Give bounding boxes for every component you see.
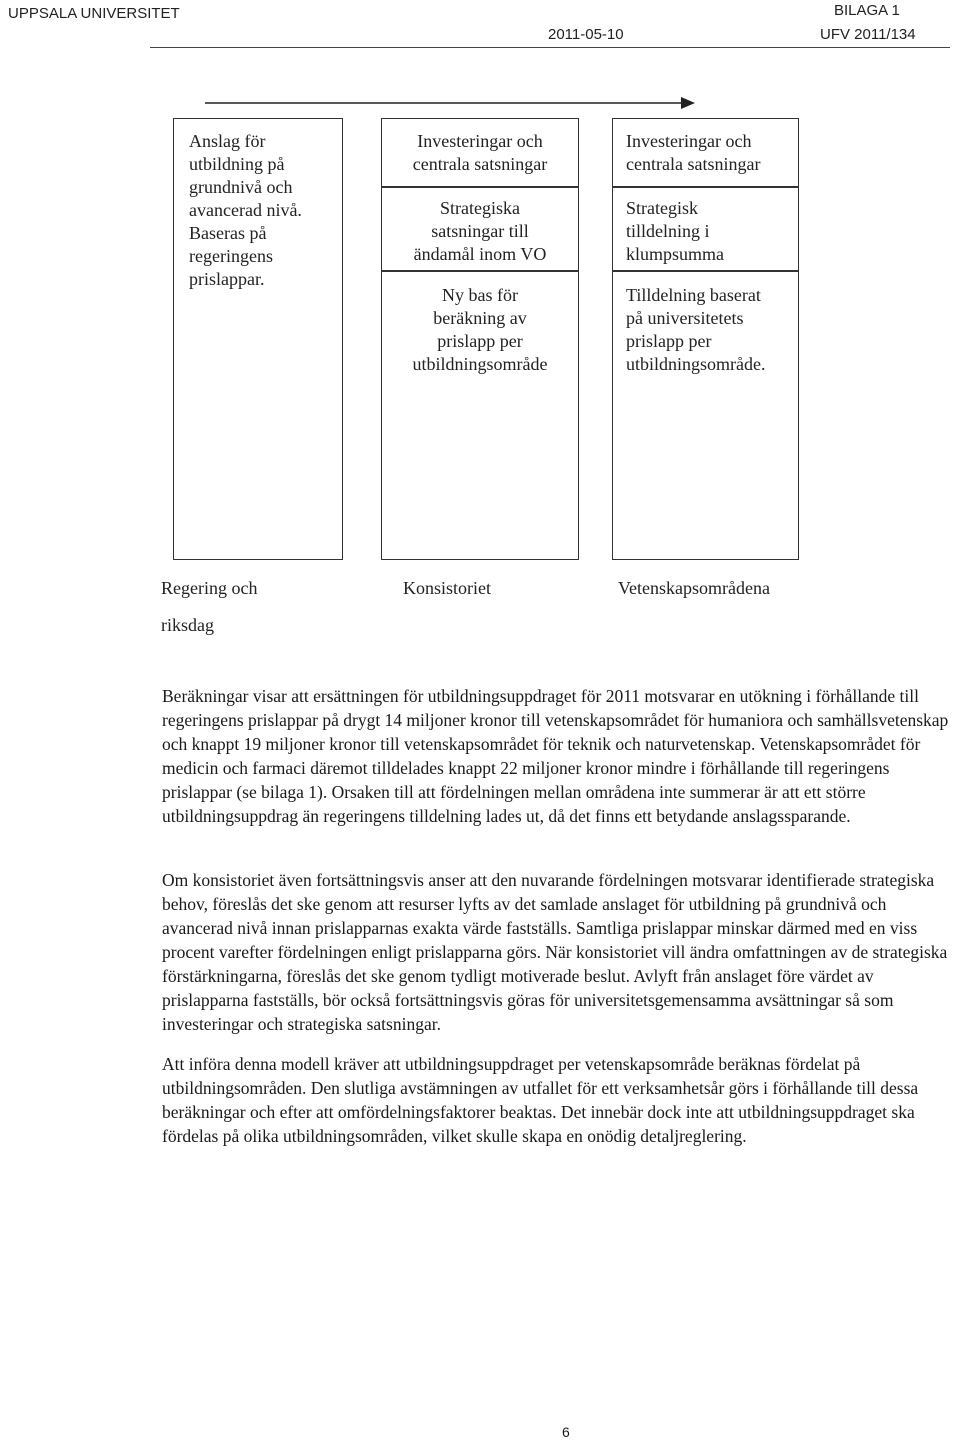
label-consistory: Konsistoriet <box>403 578 491 598</box>
science-section-investments: Investeringar och centrala satsningar <box>626 131 761 174</box>
label-government-line1: Regering och <box>161 578 258 598</box>
consistory-divider-2 <box>381 270 579 272</box>
label-government-line2: riksdag <box>161 615 214 635</box>
science-divider-1 <box>612 186 799 188</box>
university-name: UPPSALA UNIVERSITET <box>8 5 180 22</box>
consistory-section-strategic: Strategiska satsningar till ändamål inom VO <box>413 198 547 264</box>
consistory-section-investments: Investeringar och centrala satsningar <box>412 131 548 174</box>
science-divider-2 <box>612 270 799 272</box>
document-date: 2011-05-10 <box>548 26 624 43</box>
science-section-strategic: Strategisk tilldelning i klumpsumma <box>626 198 724 264</box>
consistory-section-new-base: Ny bas för beräkning av prislapp per utbildningsområde <box>412 285 548 374</box>
science-section-allocation: Tilldelning baserat på universitetets prislapp per utbildningsområde. <box>626 285 766 374</box>
reference-number: UFV 2011/134 <box>820 26 916 43</box>
arrow-right-icon <box>205 96 695 110</box>
page-number: 6 <box>562 1424 570 1440</box>
government-allocation-text: Anslag för utbildning på grundnivå och avancerad nivå. Baseras på regeringens prislappar. <box>189 131 302 289</box>
paragraph-model-requirements: Att införa denna modell kräver att utbildningsuppdraget per vetenskapsområde beräknas fördelat på utbildningsområden. Den slutliga avstämningen av utfallet för ett verksamhetsår görs i förhållande till dessa beräkningar och efter att omfördelningsfaktorer beaktas. Det innebär dock inte att utbildningsuppdraget ska fördelas på olika utbildningsområden, vilket skulle skapa en onödig detaljreglering. <box>162 1054 919 1146</box>
paragraph-calculations: Beräkningar visar att ersättningen för utbildningsuppdraget för 2011 motsvarar en utökning i förhållande till regeringens prislappar på drygt 14 miljoner kronor till vetenskapsområdet för humaniora och samhällsvetenskap och knappt 19 miljoner kronor till vetenskapsområdet för teknik och naturvetenskap. Vetenskapsområdet för medicin och farmaci däremot tilldelades knappt 22 miljoner kronor mindre i förhållande till regeringens prislappar (se bilaga 1). Orsaken till att fördelningen mellan områdena inte summerar är att ett större utbildningsuppdrag än regeringens tilldelning lades ut, då det finns ett betydande anslagssparande. <box>162 686 949 826</box>
paragraph-consistory-proposal: Om konsistoriet även fortsättningsvis anser att den nuvarande fördelningen motsvarar identifierade strategiska behov, föreslås det ske genom att resurser lyfts av det samlade anslaget för utbildning på grundnivå och avancerad nivå innan prislapparnas exakta värde fastställs. Samtliga prislappar minskar därmed med en viss procent varefter fördelningen enligt prislapparna görs. När konsistoriet vill ändra omfattningen av de strategiska förstärkningarna, föreslås det ske genom tydligt motiverade beslut. Avlyft från anslaget före värdet av prislapparna fastställs, bör också fortsättningsvis göras för universitetsgemensamma avsättningar så som investeringar och strategiska satsningar. <box>162 870 948 1034</box>
consistory-divider-1 <box>381 186 579 188</box>
attachment-label: BILAGA 1 <box>834 2 900 19</box>
header-divider <box>150 47 950 48</box>
label-science-areas: Vetenskapsområdena <box>618 578 770 598</box>
